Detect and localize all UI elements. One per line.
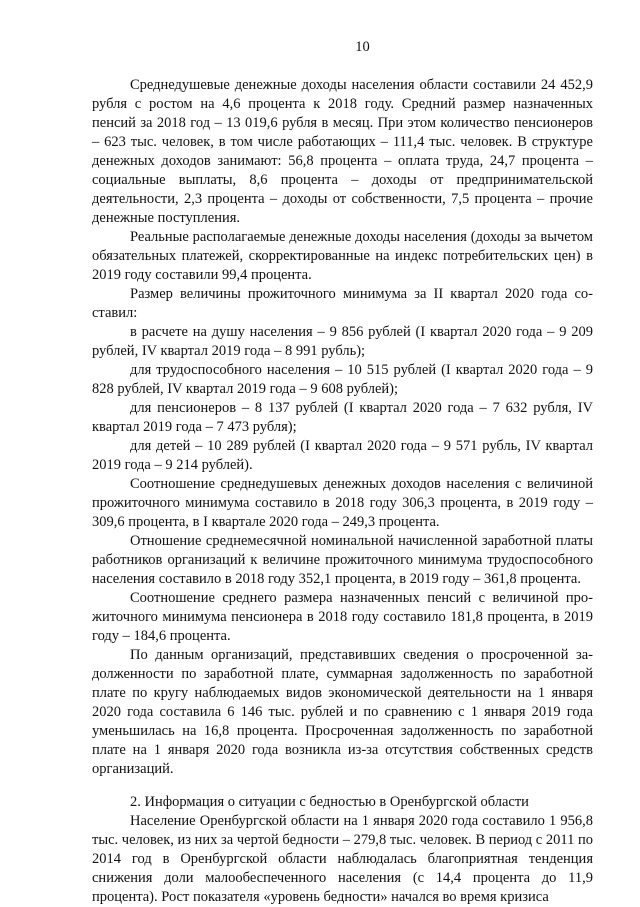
paragraph-subsistence-intro: Размер величины прожиточного минимума за II квартал 2020 года составил: [92, 286, 593, 321]
paragraph-per-capita: в расчете на душу населения – 9 856 рублей (I квартал 2020 года – 9 209 рублей, IV квартал 2019 года – 8 991 рубль); [92, 324, 593, 359]
paragraph-working-age: для трудоспособного населения – 10 515 рублей (I квартал 2020 года – 9 828 рублей, IV квартал 2019 года – 9 608 рублей); [92, 362, 593, 397]
paragraph-wage-ratio: Отношение среднемесячной номинальной начисленной заработной платы работников организаций к величине прожиточного минимума трудоспособного населения составило в 2018 году 352,1 процента, в 2019 году – 361,8 процента. [92, 533, 593, 587]
paragraph-children: для детей – 10 289 рублей (I квартал 2020 года – 9 571 рубль, IV квартал 2019 года – 9 214 рублей). [92, 438, 593, 473]
paragraph-wage-arrears: По данным организаций, представивших сведения о просроченной задолженности по заработной плате, суммарная задолженность по заработной плате по кругу наблюдаемых видов экономической деятельности на 1 января 2020 года составила 6 146 тыс. рублей и по сравнению с 1 января 2019 года уменьшилась на 16,8 процента. Просроченная задолженность по заработной плате на 1 января 2020 года возникла из-за отсутствия собственных средств организаций. [92, 647, 593, 777]
paragraph-poverty: Население Оренбургской области на 1 января 2020 года составило 1 956,8 тыс. человек, из них за чертой бедности – 279,8 тыс. человек. В период с 2011 по 2014 год в Оренбургской области наблюдалась благоприятная тенденция снижения доли малообеспеченного населения (с 14,4 процента до 11,9 процента). Рост показателя «уровень бедности» начался во время кризиса [92, 813, 593, 905]
paragraph-income: Среднедушевые денежные доходы населения области составили 24 452,9 рубля с ростом на 4,6 процента к 2018 году. Средний размер назначенных пенсий за 2018 год – 13 019,6 рубля в месяц. При этом количество пенсионеров – 623 тыс. человек, в том числе работающих – 111,4 тыс. человек. В структуре денежных доходов занимают: 56,8 процента – оплата труда, 24,7 процента – социальные выплаты, 8,6 процента – доходы от предпринимательской деятельности, 2,3 процента – доходы от собственности, 7,5 процента – прочие денежные поступления. [92, 77, 593, 226]
page-number: 10 [355, 39, 370, 55]
paragraph-income-ratio: Соотношение среднедушевых денежных доходов населения с величиной прожиточного минимума составило в 2018 году 306,3 процента, в 2019 году – 309,6 процента, в I квартале 2020 года – 249,3 процента. [92, 476, 593, 530]
paragraph-pension-ratio: Соотношение среднего размера назначенных пенсий с величиной прожиточного минимума пенсионера в 2018 году составило 181,8 процента, в 2019 году – 184,6 процента. [92, 590, 593, 644]
paragraph-pensioners: для пенсионеров – 8 137 рублей (I квартал 2020 года – 7 632 рубля, IV квартал 2019 года – 7 473 рубля); [92, 400, 593, 435]
paragraph-real-income: Реальные располагаемые денежные доходы населения (доходы за вычетом обязательных платежей, скорректированные на индекс потребительских цен) в 2019 году составили 99,4 процента. [92, 229, 593, 283]
section-heading: 2. Информация о ситуации с бедностью в Оренбургской области [130, 794, 529, 810]
